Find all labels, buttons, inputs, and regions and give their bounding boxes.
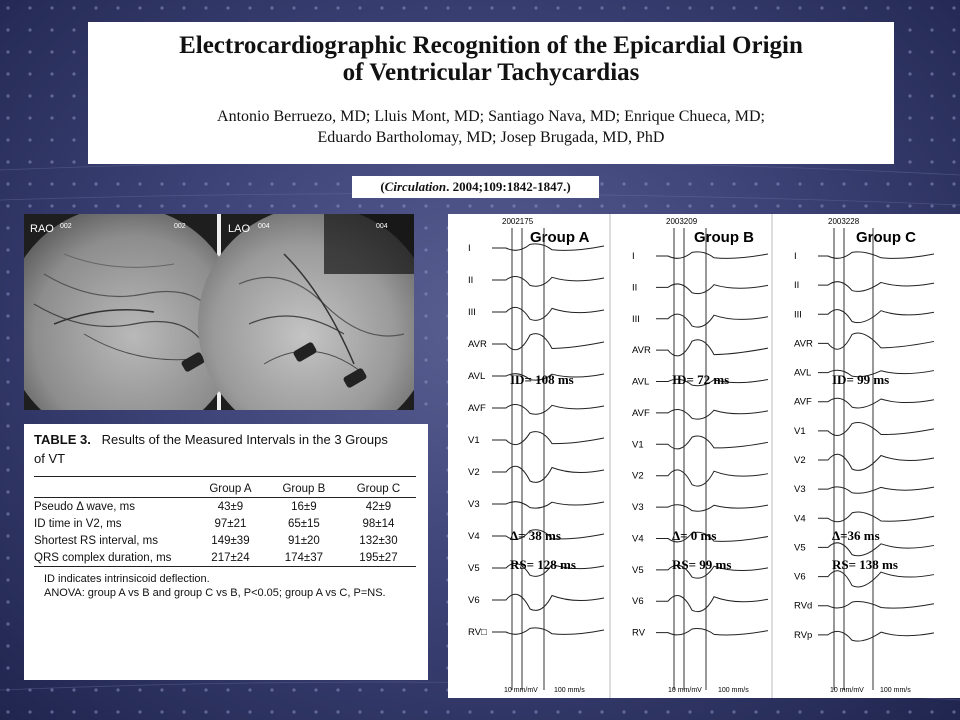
- ecg-lead-label: V5: [632, 564, 644, 576]
- ecg-lead-label: V2: [632, 470, 644, 482]
- ecg-trace: [818, 543, 934, 556]
- citation-rest: . 2004;109:1842-1847.): [446, 179, 571, 194]
- ecg-record-code: 2002175: [502, 217, 534, 226]
- ecg-lead-label: V2: [794, 455, 806, 466]
- cell-group-b: 174±37: [267, 549, 341, 567]
- ecg-trace: [818, 487, 934, 493]
- ecg-trace: [492, 466, 604, 482]
- ecg-lead-label: V5: [468, 563, 480, 574]
- ecg-lead-label: AVR: [468, 339, 487, 350]
- ecg-lead-label: RVd: [794, 600, 813, 612]
- ecg-lead-label: V1: [632, 439, 644, 451]
- table-caption: [34, 430, 420, 468]
- footnote-line2: ANOVA: group A vs B and group C vs B, P<0.05; group A vs C, P=NS.: [44, 587, 386, 599]
- ecg-lead-label: V6: [468, 595, 480, 606]
- results-table-panel: [24, 424, 428, 680]
- ecg-trace: [656, 409, 768, 419]
- ecg-lead-label: AVL: [632, 376, 650, 388]
- rao-code-1: 002: [60, 223, 72, 230]
- ecg-measurement-label: ID= 108 ms: [510, 372, 574, 387]
- ecg-gain-label: 10 mm/mV: [668, 687, 702, 694]
- ecg-trace: [656, 340, 768, 356]
- lao-code-2: 004: [376, 223, 388, 230]
- ecg-trace: [818, 602, 934, 609]
- ecg-measurement-label: Δ= 38 ms: [510, 528, 561, 543]
- ecg-lead-label: III: [794, 309, 802, 321]
- ecg-lead-label: V3: [468, 499, 480, 510]
- ecg-measurement-label: Δ=36 ms: [832, 528, 880, 543]
- ecg-lead-label: V4: [632, 533, 644, 545]
- col-header-group-b: Group B: [267, 477, 341, 498]
- ecg-speed-label: 100 mm/s: [718, 687, 749, 694]
- col-header-empty: [34, 477, 194, 498]
- cell-group-a: 149±39: [211, 535, 250, 547]
- ecg-trace: [656, 284, 768, 294]
- paper-header: [88, 22, 894, 164]
- ecg-lead-label: V3: [632, 502, 644, 514]
- ecg-tracings-panel: [448, 214, 960, 698]
- ecg-lead-label: III: [632, 313, 640, 325]
- ecg-lead-label: II: [468, 275, 474, 286]
- ecg-gain-label: 10 mm/mV: [504, 687, 538, 694]
- ecg-trace: [818, 282, 934, 292]
- cell-group-c: 132±30: [359, 535, 398, 547]
- row-label: QRS complex duration, ms: [34, 549, 194, 567]
- ecg-lead-label: RV□: [468, 627, 487, 638]
- ecg-record-code: 2003209: [666, 217, 698, 226]
- cell-group-b: 16±9: [291, 501, 317, 513]
- ecg-group-title: Group C: [856, 229, 916, 246]
- ecg-lead-label: AVR: [794, 338, 813, 350]
- ecg-lead-label: V3: [794, 484, 806, 496]
- ecg-measurement-label: Δ= 0 ms: [672, 528, 717, 543]
- ecg-trace: [818, 454, 934, 470]
- authors-line2: Eduardo Bartholomay, MD; Josep Brugada, MD, PhD: [317, 129, 665, 146]
- ecg-gain-label: 10 mm/mV: [830, 687, 864, 694]
- ecg-trace: [492, 594, 604, 610]
- table-row: [34, 498, 416, 516]
- citation-journal: Circulation: [384, 179, 447, 194]
- ecg-group-column: [772, 214, 934, 698]
- ecg-speed-label: 100 mm/s: [554, 687, 585, 694]
- ecg-lead-label: V6: [794, 571, 806, 583]
- cell-group-c: 42±9: [365, 501, 392, 513]
- ecg-trace: [656, 436, 768, 449]
- ecg-trace: [492, 334, 604, 350]
- table-title-line2: of VT: [34, 451, 66, 466]
- ecg-trace: [818, 631, 934, 641]
- ecg-trace: [656, 314, 768, 327]
- table-row: [34, 532, 416, 549]
- table-title: Results of the Measured Intervals in the 3 Groups: [101, 432, 388, 447]
- ecg-group-column: [468, 217, 604, 694]
- ecg-record-code: 2003228: [828, 217, 860, 226]
- ecg-tracings-svg: [448, 214, 960, 698]
- paper-title: [88, 32, 894, 86]
- paper-title-line2: of Ventricular Tachycardias: [342, 59, 640, 86]
- ecg-lead-label: V1: [794, 425, 806, 437]
- ecg-trace: [818, 571, 934, 587]
- results-table: [34, 476, 416, 567]
- ecg-lead-label: AVF: [632, 407, 650, 419]
- cell-group-b: 91±20: [287, 535, 320, 547]
- ecg-measurement-label: RS= 99 ms: [672, 557, 732, 572]
- ecg-group-title: Group B: [694, 229, 754, 246]
- ecg-trace: [656, 595, 768, 611]
- ecg-trace: [656, 470, 768, 486]
- ecg-group-title: Group A: [530, 229, 590, 246]
- cell-group-a: 97±21: [214, 518, 247, 530]
- ecg-measurement-label: ID= 72 ms: [672, 372, 730, 387]
- ecg-trace: [492, 405, 604, 415]
- ecg-trace: [492, 432, 604, 445]
- ecg-lead-label: I: [632, 251, 635, 262]
- ecg-lead-label: II: [794, 280, 800, 292]
- ecg-trace: [656, 628, 768, 635]
- ecg-lead-label: RVp: [794, 629, 813, 641]
- ecg-trace: [818, 333, 934, 349]
- ecg-group-column: [610, 214, 768, 698]
- row-label: Shortest RS interval, ms: [34, 535, 158, 547]
- ecg-trace: [656, 252, 768, 259]
- ecg-lead-label: AVL: [794, 367, 812, 379]
- ecg-measurement-label: ID= 99 ms: [832, 372, 890, 387]
- table-row: [34, 549, 416, 567]
- authors-line1: Antonio Berruezo, MD; Lluis Mont, MD; Santiago Nava, MD; Enrique Chueca, MD;: [217, 108, 765, 125]
- cell-group-c: 195±27: [341, 549, 416, 567]
- fluoroscopy-images: [24, 214, 414, 410]
- ecg-measurement-label: RS= 128 ms: [510, 557, 576, 572]
- ecg-lead-label: AVF: [468, 403, 486, 414]
- ecg-lead-label: I: [468, 243, 471, 254]
- citation: [352, 176, 599, 198]
- cell-group-c: 98±14: [362, 518, 395, 530]
- rao-label: RAO: [30, 223, 54, 235]
- ecg-lead-label: AVL: [468, 371, 486, 382]
- cell-group-a: 217±24: [194, 549, 267, 567]
- table-row: [34, 515, 416, 532]
- ecg-trace: [818, 512, 934, 522]
- ecg-lead-label: AVR: [632, 345, 651, 357]
- table-footnote: [34, 572, 420, 600]
- ecg-trace: [492, 628, 604, 635]
- rao-code-2: 002: [174, 223, 186, 230]
- paper-authors: [88, 106, 894, 148]
- footnote-line1: ID indicates intrinsicoid deflection.: [44, 573, 210, 585]
- ecg-speed-label: 100 mm/s: [880, 687, 911, 694]
- ecg-lead-label: III: [468, 307, 476, 318]
- ecg-lead-label: II: [632, 282, 638, 294]
- ecg-lead-label: I: [794, 251, 797, 262]
- ecg-trace: [656, 505, 768, 511]
- ecg-lead-label: V4: [468, 531, 480, 542]
- ecg-trace: [818, 423, 934, 436]
- ecg-trace: [818, 252, 934, 259]
- ecg-measurement-label: RS= 138 ms: [832, 557, 898, 572]
- ecg-lead-label: AVF: [794, 396, 812, 408]
- ecg-lead-label: V2: [468, 467, 480, 478]
- ecg-trace: [492, 307, 604, 320]
- ecg-lead-label: V4: [794, 513, 806, 525]
- cell-group-b: 65±15: [287, 518, 320, 530]
- row-label: Pseudo Δ wave, ms: [34, 501, 136, 513]
- fluoroscopy-svg: [24, 214, 414, 410]
- ecg-lead-label: V6: [632, 596, 644, 608]
- ecg-trace: [818, 398, 934, 408]
- lao-label: LAO: [228, 223, 251, 235]
- table-number: TABLE 3.: [34, 432, 91, 447]
- row-label: ID time in V2, ms: [34, 518, 122, 530]
- col-header-group-c: Group C: [341, 477, 416, 498]
- citation-open: (: [380, 179, 385, 194]
- col-header-group-a: Group A: [194, 477, 267, 498]
- ecg-trace: [818, 310, 934, 323]
- lao-code-1: 004: [258, 223, 270, 230]
- ecg-trace: [492, 502, 604, 508]
- ecg-trace: [492, 277, 604, 287]
- cell-group-a: 43±9: [217, 501, 244, 513]
- paper-title-line1: Electrocardiographic Recognition of the Epicardial Origin: [179, 32, 803, 59]
- ecg-lead-label: RV: [632, 627, 646, 639]
- ecg-lead-label: V1: [468, 435, 480, 446]
- ecg-lead-label: V5: [794, 542, 806, 554]
